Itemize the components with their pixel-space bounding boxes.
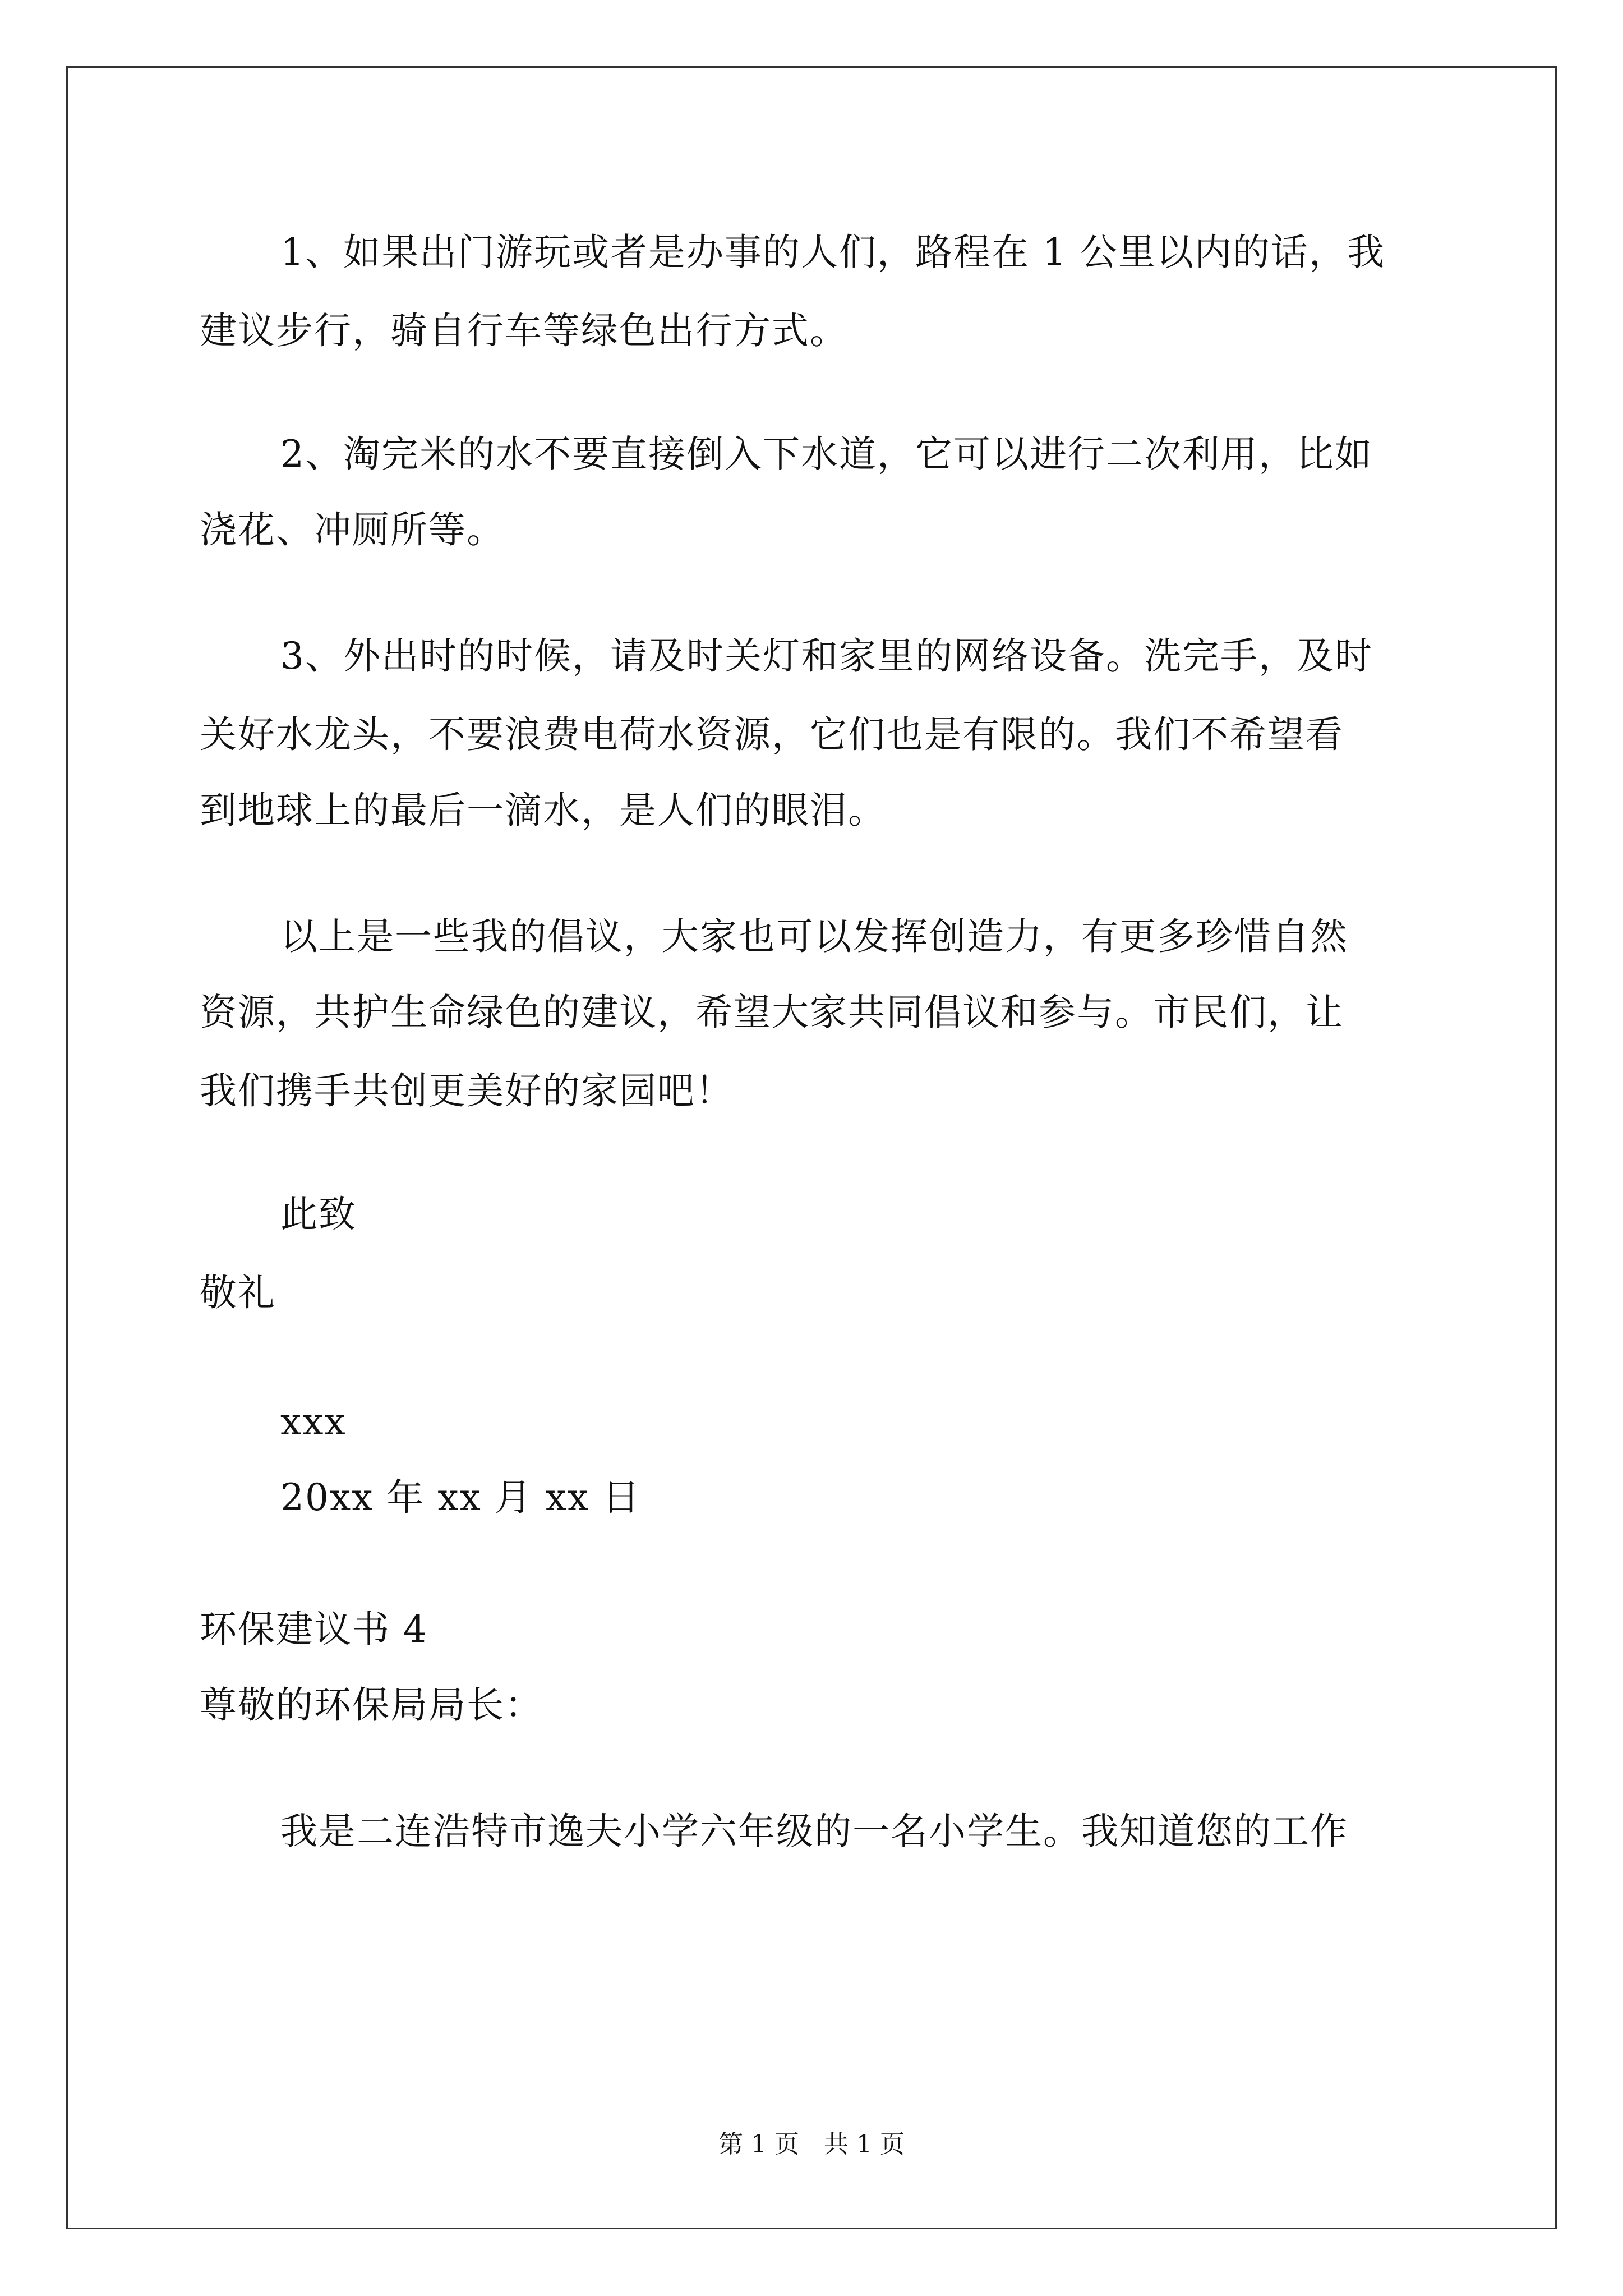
page-footer: 第 1 页 共 1 页 bbox=[718, 2130, 905, 2159]
document-line: xxx bbox=[280, 1400, 347, 1443]
document-line: 资源，共护生命绿色的建议，希望大家共同倡议和参与。市民们，让 bbox=[200, 991, 1344, 1034]
document-line: 建议步行，骑自行车等绿色出行方式。 bbox=[200, 309, 848, 352]
document-line: 我们携手共创更美好的家园吧！ bbox=[200, 1069, 734, 1112]
document-line: 敬礼 bbox=[200, 1271, 276, 1314]
document-line: 3、外出时的时候，请及时关灯和家里的网络设备。洗完手，及时 bbox=[280, 634, 1373, 678]
document-line: 尊敬的环保局局长： bbox=[200, 1683, 543, 1727]
document-line: 20xx 年 xx 月 xx 日 bbox=[280, 1476, 641, 1519]
document-line: 环保建议书 4 bbox=[200, 1608, 428, 1651]
document-line: 1、如果出门游玩或者是办事的人们，路程在 1 公里以内的话，我 bbox=[280, 231, 1385, 274]
document-line: 我是二连浩特市逸夫小学六年级的一名小学生。我知道您的工作 bbox=[280, 1810, 1348, 1853]
page-border bbox=[66, 66, 1557, 2229]
document-line: 2、淘完米的水不要直接倒入下水道，它可以进行二次利用，比如 bbox=[280, 432, 1373, 476]
document-line: 浇花、冲厕所等。 bbox=[200, 508, 505, 551]
document-line: 此致 bbox=[280, 1193, 357, 1236]
document-line: 关好水龙头，不要浪费电荷水资源，它们也是有限的。我们不希望看 bbox=[200, 713, 1344, 756]
document-line: 到地球上的最后一滴水，是人们的眼泪。 bbox=[200, 789, 886, 832]
document-line: 以上是一些我的倡议，大家也可以发挥创造力，有更多珍惜自然 bbox=[280, 915, 1348, 958]
